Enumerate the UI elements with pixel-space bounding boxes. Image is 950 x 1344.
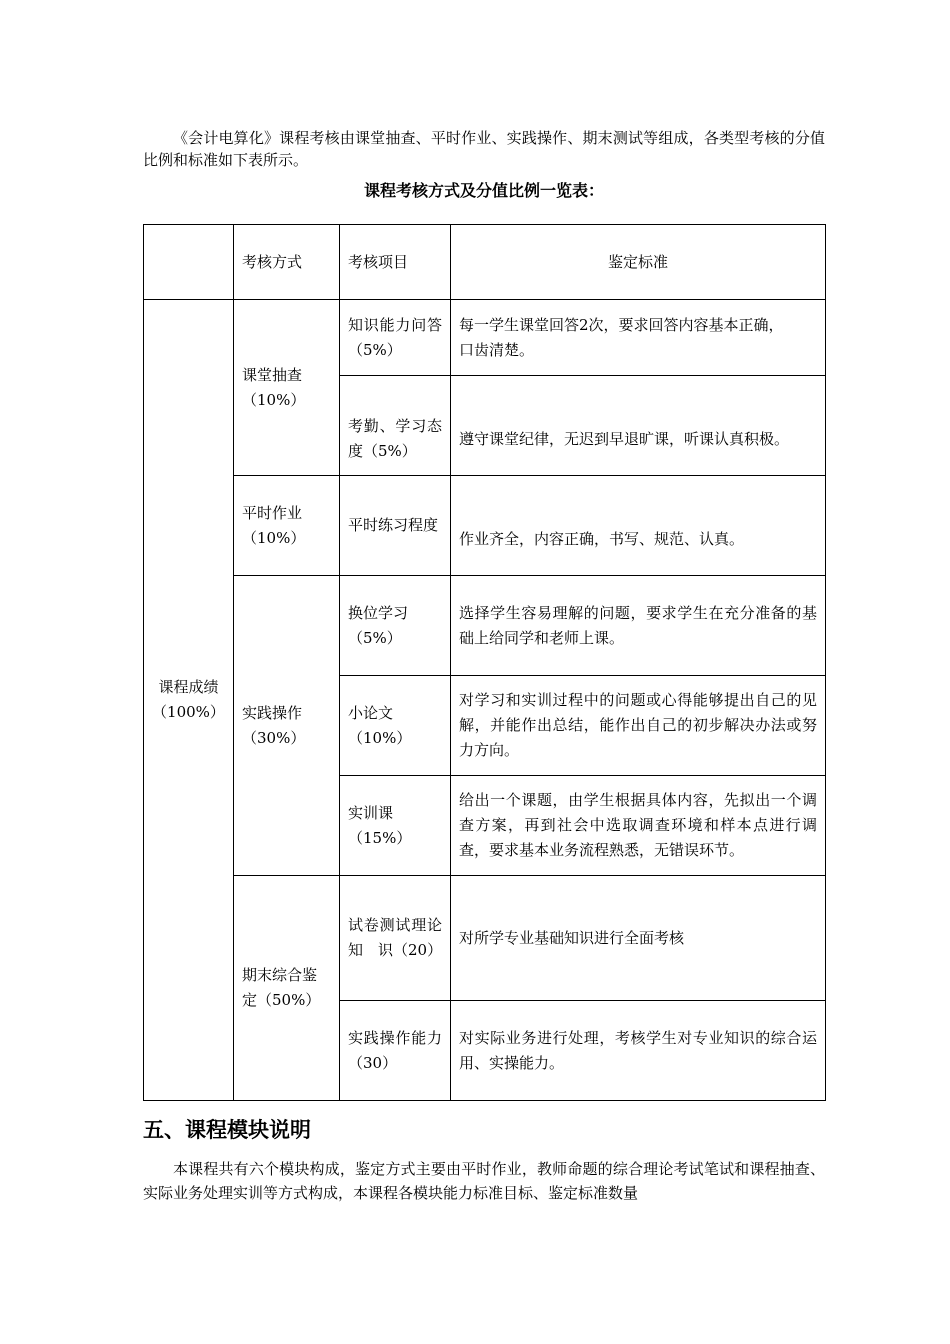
header-empty-cell	[144, 225, 234, 300]
assessment-table	[143, 224, 826, 1101]
header-method: 考核方式	[234, 225, 340, 300]
criteria-cell	[451, 300, 826, 376]
section-paragraph: 本课程共有六个模块构成，鉴定方式主要由平时作业，教师命题的综合理论考试笔试和课程抽查、实际业务处理实训等方式构成，本课程各模块能力标准目标、鉴定标准数量	[143, 1160, 825, 1202]
table-row	[144, 476, 826, 576]
header-criteria: 鉴定标准	[451, 225, 826, 300]
criteria-cell: 遵守课堂纪律，无迟到早退旷课，听课认真积极。	[451, 376, 826, 476]
item-cell: 实训课（15%）	[340, 776, 451, 876]
criteria-cell: 对实际业务进行处理，考核学生对专业知识的综合运用、实操能力。	[451, 1001, 826, 1101]
item-cell: 实践操作能力（30）	[340, 1001, 451, 1101]
table-row	[144, 576, 826, 676]
criteria-cell: 作业齐全，内容正确，书写、规范、认真。	[451, 476, 826, 576]
table-row	[144, 300, 826, 376]
criteria-line: 每一学生课堂回答2次，要求回答内容基本正确，	[459, 315, 784, 334]
item-cell: 平时练习程度	[340, 476, 451, 576]
item-cell: 小论文（10%）	[340, 676, 451, 776]
overall-grade-cell: 课程成绩（100%）	[144, 300, 234, 1101]
table-row	[144, 876, 826, 1001]
header-item: 考核项目	[340, 225, 451, 300]
intro-paragraph: 《会计电算化》课程考核由课堂抽查、平时作业、实践操作、期末测试等组成，各类型考核的分值比例和标准如下表所示。	[143, 129, 825, 169]
item-cell: 考勤、学习态度（5%）	[340, 376, 451, 476]
criteria-cell: 给出一个课题，由学生根据具体内容，先拟出一个调查方案，再到社会中选取调查环境和样本点进行调查，要求基本业务流程熟悉，无错误环节。	[451, 776, 826, 876]
method-cell: 期末综合鉴定（50%）	[234, 876, 340, 1101]
method-cell: 课堂抽查（10%）	[234, 300, 340, 476]
table-title: 课程考核方式及分值比例一览表：	[363, 181, 604, 200]
item-cell: 知识能力问答（5%）	[340, 300, 451, 376]
section-heading: 五、课程模块说明	[143, 1118, 311, 1142]
criteria-cell: 对所学专业基础知识进行全面考核	[451, 876, 826, 1001]
method-cell: 平时作业（10%）	[234, 476, 340, 576]
table-header-row	[144, 225, 826, 300]
method-cell: 实践操作（30%）	[234, 576, 340, 876]
criteria-cell: 选择学生容易理解的问题，要求学生在充分准备的基础上给同学和老师上课。	[451, 576, 826, 676]
criteria-line: 口齿清楚。	[459, 340, 535, 359]
item-cell: 换位学习（5%）	[340, 576, 451, 676]
criteria-cell: 对学习和实训过程中的问题或心得能够提出自己的见解，并能作出总结，能作出自己的初步解决办法或努力方向。	[451, 676, 826, 776]
item-cell: 试卷测试理论 知 识（20）	[340, 876, 451, 1001]
